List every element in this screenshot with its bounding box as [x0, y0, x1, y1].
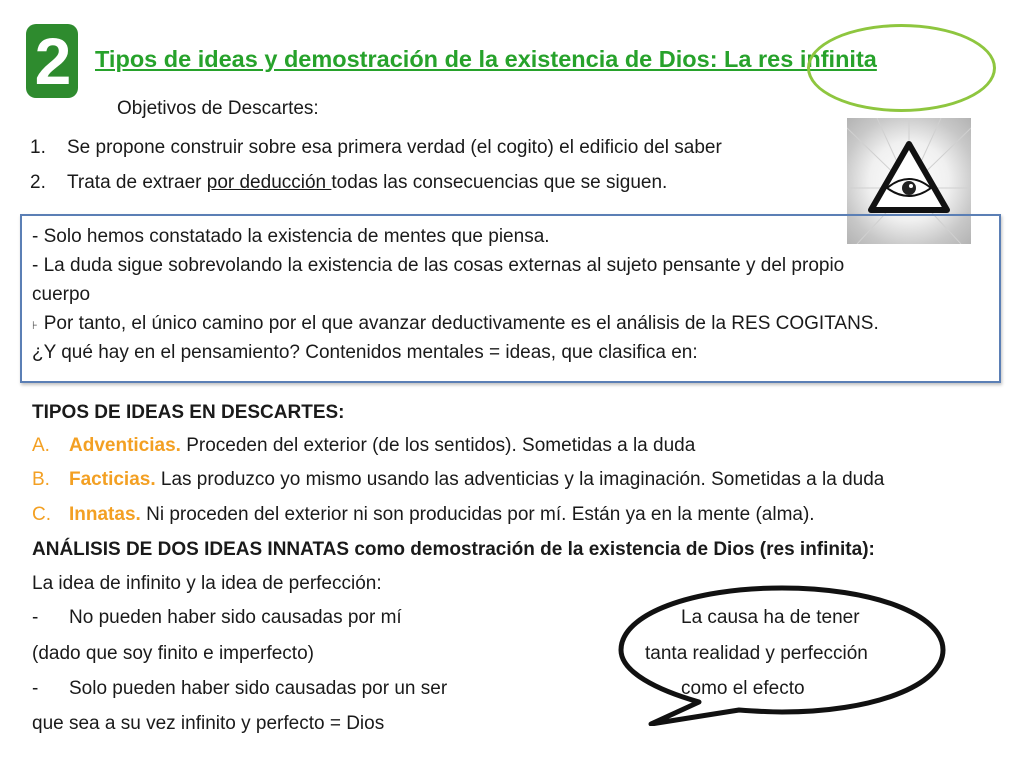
idea-item-a: A. Adventicias. Proceden del exterior (de los sentidos). Sometidas a la duda — [32, 435, 696, 456]
page-title: Tipos de ideas y demostración de la existencia de Dios: La res infinita — [95, 46, 877, 72]
analysis-intro: La idea de infinito y la idea de perfección: — [32, 573, 382, 594]
bubble-line: como el efecto — [681, 678, 805, 699]
idea-term: Adventicias. — [69, 435, 181, 456]
arrow-icon: ⊦ — [32, 320, 38, 332]
objectives-heading: Objetivos de Descartes: — [117, 98, 319, 119]
idea-letter: B. — [32, 469, 50, 490]
title-highlight-oval — [807, 24, 996, 112]
context-line: cuerpo — [32, 284, 91, 305]
bubble-line: La causa ha de tener — [681, 607, 860, 628]
context-line-conclusion: ⊦ Por tanto, el único camino por el que avanzar deductivamente es el análisis de la RES COGITANS. — [32, 313, 879, 334]
idea-term: Innatas. — [69, 504, 141, 525]
analysis-point: - No pueden haber sido causadas por mí — [32, 607, 402, 628]
idea-item-b: B. Facticias. Las produzco yo mismo usando las adventicias y la imaginación. Sometidas a la duda — [32, 469, 885, 490]
section-number-badge: 2 — [26, 24, 78, 98]
idea-term: Facticias. — [69, 469, 156, 490]
objective-text: Trata de extraer por deducción todas las consecuencias que se siguen. — [67, 172, 668, 193]
idea-letter: C. — [32, 504, 51, 525]
analysis-point: que sea a su vez infinito y perfecto = Dios — [32, 713, 385, 734]
idea-letter: A. — [32, 435, 50, 456]
analysis-point: - Solo pueden haber sido causadas por un ser — [32, 678, 448, 699]
underlined-phrase: por deducción — [206, 172, 332, 193]
objective-text: Se propone construir sobre esa primera verdad (el cogito) el edificio del saber — [67, 137, 722, 158]
objective-item-2 — [0, 171, 840, 195]
idea-item-c: C. Innatas. Ni proceden del exterior ni son producidas por mí. Están ya en la mente (alma). — [32, 504, 815, 525]
bubble-line: tanta realidad y perfección — [645, 643, 868, 664]
objective-number: 2. — [30, 172, 46, 193]
context-line: - La duda sigue sobrevolando la existencia de las cosas externas al sujeto pensante y del propio — [32, 255, 845, 276]
ideas-heading: TIPOS DE IDEAS EN DESCARTES: — [32, 402, 345, 423]
context-line: ¿Y qué hay en el pensamiento? Contenidos mentales = ideas, que clasifica en: — [32, 342, 698, 363]
analysis-heading: ANÁLISIS DE DOS IDEAS INNATAS como demostración de la existencia de Dios (res infinita): — [32, 539, 875, 560]
objective-item-1 — [0, 136, 840, 160]
context-line: - Solo hemos constatado la existencia de mentes que piensa. — [32, 226, 550, 247]
objective-number: 1. — [30, 137, 46, 158]
analysis-point: (dado que soy finito e imperfecto) — [32, 643, 314, 664]
